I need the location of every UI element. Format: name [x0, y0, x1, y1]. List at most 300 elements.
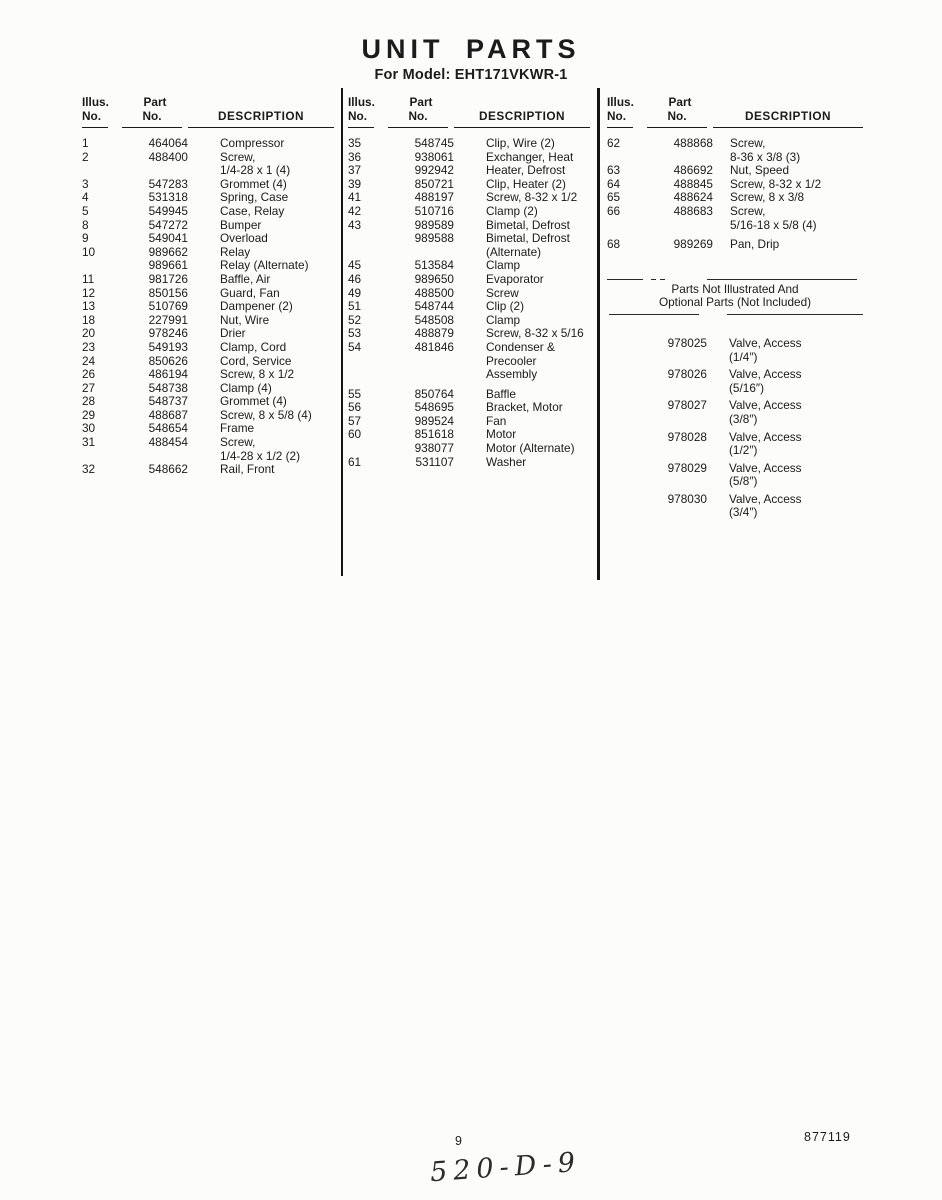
part-description: Motor: [486, 427, 517, 442]
part-description: Valve, Access: [729, 367, 802, 382]
part-description: Valve, Access: [729, 491, 802, 506]
part-description: Drier: [220, 326, 246, 341]
parts-table-row: [82, 382, 334, 396]
header-description: DESCRIPTION: [713, 110, 863, 128]
part-description: Grommet (4): [220, 394, 287, 409]
optional-part-entry: [607, 337, 863, 364]
part-description: Clamp: [486, 312, 521, 327]
part-no: 978027: [667, 398, 707, 413]
document-code: 877119: [804, 1130, 851, 1144]
part-description: Bimetal, Defrost: [486, 231, 570, 246]
part-no: 227991: [148, 312, 188, 327]
optional-part-row: [607, 399, 863, 413]
part-no: 850626: [148, 353, 188, 368]
parts-table-row: [348, 415, 590, 429]
illus-no: 29: [82, 407, 96, 422]
part-description: Grommet (4): [220, 176, 287, 191]
parts-table-row: [607, 219, 863, 233]
part-no: 938061: [414, 149, 454, 164]
part-no: 486692: [673, 163, 713, 178]
parts-table-row: [348, 287, 590, 301]
illus-no: 28: [82, 394, 96, 409]
part-description: Rail, Front: [220, 462, 275, 477]
part-description: Screw, 8 x 1/2: [220, 367, 295, 382]
illus-no: [82, 450, 122, 464]
optional-part-row: [607, 337, 863, 351]
optional-parts-section: [607, 278, 863, 520]
part-no: 547283: [148, 176, 188, 191]
illus-no: 13: [82, 299, 96, 314]
part-description: 1/4-28 x 1/2 (2): [220, 448, 300, 463]
parts-table-row: [82, 355, 334, 369]
parts-table-row: [82, 409, 334, 423]
part-no: 549193: [148, 339, 188, 354]
part-description: Screw, 8-32 x 1/2: [730, 176, 822, 191]
optional-part-entry: [607, 462, 863, 489]
part-no: 938077: [414, 441, 454, 456]
parts-table-row: [82, 436, 334, 450]
part-no: 464064: [148, 136, 188, 150]
optional-part-row: [607, 382, 863, 396]
parts-column-1: [82, 96, 334, 477]
optional-part-row: [607, 506, 863, 520]
illus-no: [607, 151, 647, 165]
part-description: Screw,: [730, 203, 766, 218]
parts-table-row: [82, 151, 334, 165]
part-no: [388, 246, 454, 260]
part-description: Washer: [486, 454, 527, 469]
illus-no: 53: [348, 326, 362, 341]
optional-part-entry: [607, 493, 863, 520]
optional-part-entry: [607, 368, 863, 395]
part-no: 978030: [667, 491, 707, 506]
header-no: No.: [82, 110, 108, 128]
parts-table-row: [348, 151, 590, 165]
illus-no: 23: [82, 339, 96, 354]
illus-no: 9: [82, 231, 89, 246]
part-description: Heater, Defrost: [486, 163, 566, 178]
parts-table-row: [348, 273, 590, 287]
part-no: 486194: [148, 367, 188, 382]
part-no: 548695: [414, 400, 454, 415]
parts-table-row: [607, 191, 863, 205]
parts-table-row: [607, 178, 863, 192]
part-description: Baffle: [486, 386, 516, 401]
parts-table-row: [348, 137, 590, 151]
part-no: 850721: [414, 176, 454, 191]
header-description: DESCRIPTION: [454, 110, 590, 128]
part-no: [388, 355, 454, 369]
illus-no: 8: [82, 217, 89, 232]
header-no: No.: [348, 110, 374, 128]
illus-no: 35: [348, 136, 362, 150]
parts-table-row: [607, 205, 863, 219]
header-illus: Illus.: [82, 95, 109, 109]
section-rule-bottom: [607, 313, 863, 316]
part-no: 850156: [148, 285, 188, 300]
illus-no: [348, 442, 388, 456]
part-description: Valve, Access: [729, 335, 802, 350]
illus-no: 43: [348, 217, 362, 232]
parts-table-row: [82, 450, 334, 464]
part-description: Fan: [486, 413, 507, 428]
parts-table-row: [348, 368, 590, 382]
part-no: [122, 164, 188, 178]
part-description: Relay (Alternate): [220, 258, 309, 273]
part-description: Overload: [220, 231, 268, 246]
parts-table-row: [348, 164, 590, 178]
header-part: Part: [668, 95, 692, 109]
parts-table-row: [82, 246, 334, 260]
parts-table-row: [82, 327, 334, 341]
illus-no: [82, 259, 122, 273]
part-no: [607, 475, 707, 489]
parts-table-body: [348, 137, 590, 469]
parts-table-body: [607, 137, 863, 252]
part-description: Clamp (4): [220, 380, 272, 395]
part-no: 488879: [414, 326, 454, 341]
part-description: Screw,: [730, 136, 766, 150]
optional-section-heading-line1: Parts Not Illustrated And: [671, 281, 799, 296]
part-no: 488687: [148, 407, 188, 422]
part-description: Condenser &: [486, 339, 555, 354]
parts-table-row: [82, 164, 334, 178]
part-no: 488500: [414, 285, 454, 300]
optional-part-row: [607, 444, 863, 458]
part-no: 488454: [148, 435, 188, 450]
header-part: Part: [143, 95, 167, 109]
illus-no: 52: [348, 312, 362, 327]
illus-no: 60: [348, 427, 362, 442]
part-description: Relay: [220, 244, 251, 259]
part-no: [122, 450, 188, 464]
header-no: No.: [647, 110, 707, 128]
parts-table-row: [348, 219, 590, 233]
optional-section-heading-line2: Optional Parts (Not Included): [658, 295, 812, 310]
part-no: 549945: [148, 203, 188, 218]
optional-part-row: [607, 431, 863, 445]
part-no: [647, 219, 713, 233]
part-description: Valve, Access: [729, 398, 802, 413]
part-no: 510769: [148, 299, 188, 314]
illus-no: 41: [348, 190, 362, 205]
parts-table-row: [607, 151, 863, 165]
header-illus: Illus.: [607, 95, 634, 109]
part-description: (1/4″): [729, 349, 758, 364]
parts-table-row: [82, 463, 334, 477]
part-no: 978025: [667, 335, 707, 350]
part-no: 548654: [148, 421, 188, 436]
part-no: 548662: [148, 462, 188, 477]
part-no: 989524: [414, 413, 454, 428]
part-description: Clamp (2): [486, 203, 538, 218]
parts-column-3: [607, 96, 863, 524]
model-subtitle: For Model: EHT171VKWR-1: [374, 67, 568, 83]
illus-no: 57: [348, 413, 362, 428]
part-no: 548744: [414, 299, 454, 314]
part-no: 488683: [673, 203, 713, 218]
part-no: 978029: [667, 460, 707, 475]
illus-no: 54: [348, 339, 362, 354]
illus-no: 30: [82, 421, 96, 436]
part-no: 989662: [148, 244, 188, 259]
part-description: Nut, Speed: [730, 163, 790, 178]
section-rule-top: [607, 278, 863, 281]
parts-table-row: [82, 191, 334, 205]
part-description: Frame: [220, 421, 255, 436]
illus-no: 24: [82, 353, 96, 368]
part-description: (3/4″): [729, 505, 758, 520]
part-no: [607, 351, 707, 365]
part-description: Valve, Access: [729, 429, 802, 444]
part-description: Screw,: [220, 149, 256, 164]
parts-table-row: [348, 456, 590, 470]
illus-no: 5: [82, 203, 89, 218]
illus-no: [82, 164, 122, 178]
part-no: [647, 151, 713, 165]
illus-no: 32: [82, 462, 96, 477]
parts-table-row: [348, 205, 590, 219]
illus-no: 3: [82, 176, 89, 191]
parts-table-header: [348, 96, 590, 128]
part-description: (Alternate): [486, 244, 542, 259]
part-no: 488624: [673, 190, 713, 205]
parts-table-row: [348, 246, 590, 260]
part-description: Pan, Drip: [730, 237, 780, 252]
part-description: Evaporator: [486, 271, 544, 286]
header-no: No.: [388, 110, 448, 128]
part-description: Case, Relay: [220, 203, 285, 218]
illus-no: 2: [82, 149, 89, 164]
parts-table-row: [348, 355, 590, 369]
illus-no: 10: [82, 244, 96, 259]
parts-table-row: [348, 327, 590, 341]
header-description: DESCRIPTION: [188, 110, 334, 128]
illus-no: 18: [82, 312, 96, 327]
parts-table-row: [82, 287, 334, 301]
parts-table-row: [82, 178, 334, 192]
header-part: Part: [409, 95, 433, 109]
optional-part-row: [607, 493, 863, 507]
part-description: Screw: [486, 285, 519, 300]
optional-part-entry: [607, 399, 863, 426]
illus-no: 42: [348, 203, 362, 218]
illus-no: 63: [607, 163, 621, 178]
part-no: 549041: [148, 231, 188, 246]
part-description: Guard, Fan: [220, 285, 280, 300]
part-description: Precooler: [486, 353, 537, 368]
part-description: Screw, 8 x 5/8 (4): [220, 407, 312, 422]
part-description: Clip (2): [486, 299, 525, 314]
part-no: 978028: [667, 429, 707, 444]
part-no: [388, 368, 454, 382]
illus-no: 65: [607, 190, 621, 205]
parts-table-row: [348, 341, 590, 355]
illus-no: 11: [82, 271, 95, 286]
illus-no: 20: [82, 326, 96, 341]
parts-table-body: [82, 137, 334, 477]
parts-table-row: [82, 205, 334, 219]
page-number: 9: [455, 1134, 462, 1148]
part-no: 488400: [148, 149, 188, 164]
header-illus: Illus.: [348, 95, 375, 109]
parts-table-row: [82, 273, 334, 287]
parts-table-row: [607, 238, 863, 252]
parts-table-row: [348, 314, 590, 328]
part-no: 531107: [415, 454, 454, 469]
illus-no: 55: [348, 386, 362, 401]
parts-table-row: [607, 164, 863, 178]
parts-table-row: [348, 191, 590, 205]
part-description: (1/2″): [729, 443, 758, 458]
optional-part-row: [607, 368, 863, 382]
header-no: No.: [122, 110, 182, 128]
part-no: [607, 444, 707, 458]
parts-table-row: [82, 300, 334, 314]
column-divider: [597, 88, 600, 580]
illus-no: 36: [348, 149, 362, 164]
part-no: [607, 382, 707, 396]
part-description: Clamp: [486, 258, 521, 273]
part-no: 981726: [148, 271, 188, 286]
part-no: [607, 413, 707, 427]
part-no: 989661: [148, 258, 188, 273]
part-description: (5/8″): [729, 474, 758, 489]
illus-no: 45: [348, 258, 362, 273]
part-no: 488845: [673, 176, 713, 191]
part-description: 5/16-18 x 5/8 (4): [730, 217, 817, 232]
header-no: No.: [607, 110, 633, 128]
part-no: 989588: [414, 231, 454, 246]
part-no: 978026: [667, 367, 707, 382]
optional-part-row: [607, 462, 863, 476]
illus-no: [348, 232, 388, 246]
part-description: Valve, Access: [729, 460, 802, 475]
parts-table-row: [82, 341, 334, 355]
part-no: 992942: [414, 163, 454, 178]
part-description: Nut, Wire: [220, 312, 270, 327]
part-description: Dampener (2): [220, 299, 293, 314]
part-description: 8-36 x 3/8 (3): [730, 149, 801, 164]
illus-no: 26: [82, 367, 96, 382]
part-description: (5/16″): [729, 380, 764, 395]
parts-column-2: [348, 96, 590, 469]
illus-no: 31: [82, 435, 96, 450]
parts-table-row: [82, 137, 334, 151]
part-description: Motor (Alternate): [486, 441, 575, 456]
illus-no: 46: [348, 271, 362, 286]
illus-no: 39: [348, 176, 362, 191]
part-no: 488197: [414, 190, 454, 205]
illus-no: [348, 368, 388, 382]
parts-table-row: [348, 232, 590, 246]
parts-table-header: [607, 96, 863, 128]
part-no: 531318: [148, 190, 188, 205]
illus-no: 62: [607, 136, 621, 150]
illus-no: 56: [348, 400, 362, 415]
part-no: 989650: [414, 271, 454, 286]
part-description: Clamp, Cord: [220, 339, 287, 354]
parts-table-row: [607, 137, 863, 151]
parts-table-row: [82, 422, 334, 436]
illus-no: 51: [348, 299, 362, 314]
part-description: Cord, Service: [220, 353, 292, 368]
optional-part-row: [607, 475, 863, 489]
parts-table-row: [348, 442, 590, 456]
illus-no: 68: [607, 237, 621, 252]
part-no: 850764: [414, 386, 454, 401]
illus-no: 1: [82, 136, 89, 150]
part-no: 548738: [148, 380, 188, 395]
illus-no: 64: [607, 176, 621, 191]
illus-no: 4: [82, 190, 89, 205]
part-no: 978246: [148, 326, 188, 341]
parts-table-row: [348, 401, 590, 415]
parts-table-row: [82, 232, 334, 246]
parts-table-row: [348, 428, 590, 442]
part-description: Screw, 8-32 x 5/16: [486, 326, 584, 341]
parts-table-row: [348, 178, 590, 192]
page-title: UNIT PARTS: [361, 34, 581, 64]
part-no: 548737: [148, 394, 188, 409]
illus-no: 27: [82, 380, 96, 395]
part-no: 989589: [414, 217, 454, 232]
part-no: 989269: [673, 237, 713, 252]
part-no: 510716: [414, 203, 454, 218]
part-description: 1/4-28 x 1 (4): [220, 163, 291, 178]
optional-part-row: [607, 351, 863, 365]
part-description: Bumper: [220, 217, 262, 232]
parts-table-row: [348, 300, 590, 314]
part-description: Clip, Wire (2): [486, 136, 555, 150]
optional-parts-rows: [607, 337, 863, 520]
part-description: Clip, Heater (2): [486, 176, 566, 191]
illus-no: [348, 246, 388, 260]
part-description: Screw,: [220, 435, 256, 450]
part-description: Screw, 8-32 x 1/2: [486, 190, 578, 205]
part-no: 488868: [673, 136, 713, 150]
illus-no: 12: [82, 285, 96, 300]
illus-no: 49: [348, 285, 362, 300]
part-no: 548745: [414, 136, 454, 150]
optional-part-row: [607, 413, 863, 427]
part-no: 851618: [414, 427, 454, 442]
part-description: Bimetal, Defrost: [486, 217, 570, 232]
illus-no: [607, 219, 647, 233]
part-no: 481846: [414, 339, 454, 354]
parts-table-row: [82, 219, 334, 233]
parts-table-header: [82, 96, 334, 128]
part-description: Screw, 8 x 3/8: [730, 190, 805, 205]
illus-no: 37: [348, 163, 362, 178]
part-description: Baffle, Air: [220, 271, 271, 286]
illus-no: [348, 355, 388, 369]
illus-no: 66: [607, 203, 621, 218]
column-divider: [341, 88, 343, 576]
part-no: [607, 506, 707, 520]
parts-table-row: [82, 259, 334, 273]
parts-table-row: [82, 395, 334, 409]
part-no: 547272: [148, 217, 188, 232]
part-no: 513584: [414, 258, 454, 273]
parts-table-row: [348, 388, 590, 402]
part-description: Exchanger, Heat: [486, 149, 574, 164]
part-description: Bracket, Motor: [486, 400, 563, 415]
parts-table-row: [348, 259, 590, 273]
part-description: Spring, Case: [220, 190, 289, 205]
parts-table-row: [82, 368, 334, 382]
part-description: Compressor: [220, 136, 285, 150]
